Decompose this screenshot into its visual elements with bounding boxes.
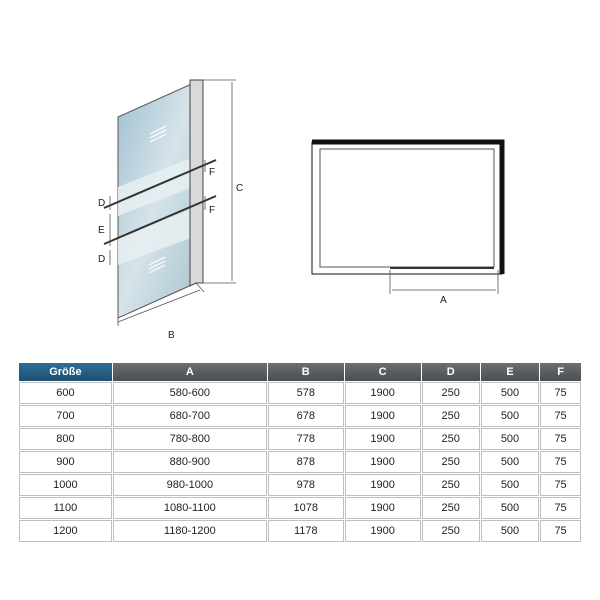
header-b: B (268, 363, 344, 381)
cell-e: 500 (481, 382, 539, 404)
cell-b: 778 (268, 428, 344, 450)
cell-f: 75 (540, 474, 581, 496)
cell-b: 878 (268, 451, 344, 473)
cell-e: 500 (481, 428, 539, 450)
cell-size: 800 (19, 428, 112, 450)
header-size: Größe (19, 363, 112, 381)
table-row (19, 474, 581, 496)
cell-b: 578 (268, 382, 344, 404)
dimensions-table (18, 362, 582, 543)
cell-a: 780-800 (113, 428, 267, 450)
cell-d: 250 (422, 405, 480, 427)
label-c: C (236, 183, 244, 194)
label-f-top: F (209, 167, 216, 178)
cell-c: 1900 (345, 520, 421, 542)
header-e: E (481, 363, 539, 381)
table-row (19, 405, 581, 427)
cell-d: 250 (422, 428, 480, 450)
cell-b: 1178 (268, 520, 344, 542)
label-f-bottom: F (209, 205, 216, 216)
cell-f: 75 (540, 382, 581, 404)
cell-c: 1900 (345, 451, 421, 473)
cell-c: 1900 (345, 497, 421, 519)
table-row (19, 428, 581, 450)
cell-d: 250 (422, 520, 480, 542)
label-a: A (440, 295, 447, 306)
cell-a: 580-600 (113, 382, 267, 404)
cell-d: 250 (422, 497, 480, 519)
table-row (19, 497, 581, 519)
cell-a: 980-1000 (113, 474, 267, 496)
cell-c: 1900 (345, 474, 421, 496)
plan-view (312, 142, 502, 294)
header-f: F (540, 363, 581, 381)
cell-a: 880-900 (113, 451, 267, 473)
cell-size: 1100 (19, 497, 112, 519)
header-c: C (345, 363, 421, 381)
cell-a: 680-700 (113, 405, 267, 427)
cell-f: 75 (540, 428, 581, 450)
cell-size: 1000 (19, 474, 112, 496)
wall-profile (190, 80, 203, 286)
label-d-top: D (98, 198, 106, 209)
cell-d: 250 (422, 382, 480, 404)
cell-f: 75 (540, 451, 581, 473)
cell-c: 1900 (345, 382, 421, 404)
cell-e: 500 (481, 497, 539, 519)
label-e: E (98, 225, 105, 236)
cell-size: 900 (19, 451, 112, 473)
cell-c: 1900 (345, 428, 421, 450)
cell-b: 1078 (268, 497, 344, 519)
label-d-bottom: D (98, 254, 106, 265)
cell-f: 75 (540, 405, 581, 427)
cell-size: 1200 (19, 520, 112, 542)
cell-size: 700 (19, 405, 112, 427)
cell-a: 1180-1200 (113, 520, 267, 542)
cell-d: 250 (422, 451, 480, 473)
table-row (19, 451, 581, 473)
cell-d: 250 (422, 474, 480, 496)
cell-b: 678 (268, 405, 344, 427)
cell-e: 500 (481, 405, 539, 427)
glass-panel-perspective (104, 80, 216, 318)
cell-e: 500 (481, 520, 539, 542)
table-header-row (19, 363, 581, 381)
cell-size: 600 (19, 382, 112, 404)
cell-e: 500 (481, 451, 539, 473)
cell-f: 75 (540, 520, 581, 542)
label-b: B (168, 330, 175, 341)
header-a: A (113, 363, 267, 381)
cell-a: 1080-1100 (113, 497, 267, 519)
cell-c: 1900 (345, 405, 421, 427)
cell-b: 978 (268, 474, 344, 496)
table-row (19, 382, 581, 404)
header-d: D (422, 363, 480, 381)
table-row (19, 520, 581, 542)
cell-f: 75 (540, 497, 581, 519)
cell-e: 500 (481, 474, 539, 496)
